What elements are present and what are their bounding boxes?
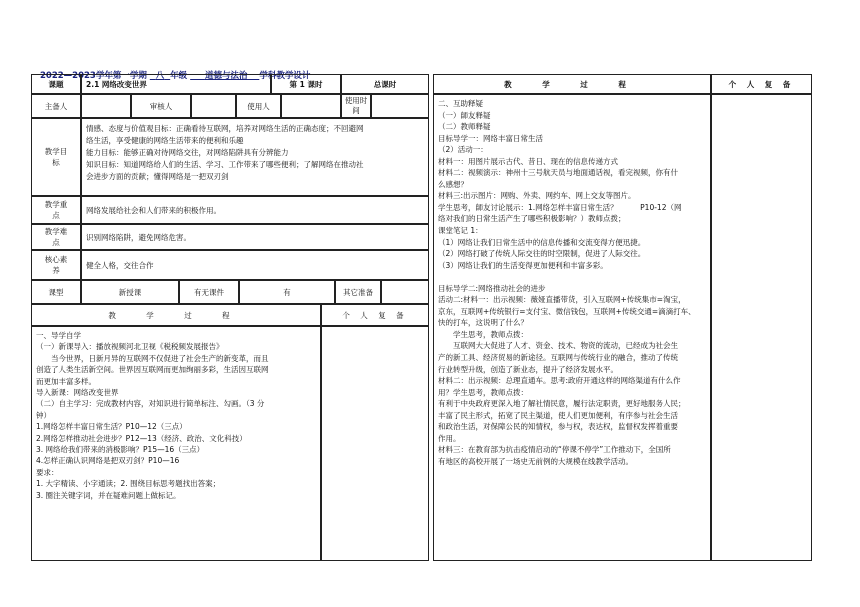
objective-line: 络生活，享受健康的网络生活带来的便利和乐趣 — [86, 136, 244, 145]
preparer-value — [81, 94, 131, 118]
process-line: 互联网大大促进了人才、资金、技术、物资的流动，已经成为社会生 — [438, 341, 678, 351]
process-line: 1. 大字精读、小字通读；2. 围绕目标思考题找出答案； — [36, 479, 221, 489]
process-line: 导入新课：网络改变世界 — [36, 388, 119, 398]
process-line: 1.网络怎样丰富日常生活？P10—12（三点） — [36, 422, 187, 432]
process-line: 材料二：出示视频：总理直通车。思考:政府开通这样的网络渠道有什么作 — [438, 376, 681, 386]
lesson-type-label: 课型 — [31, 280, 81, 304]
process-line: 而更加丰富多样。 — [36, 376, 96, 386]
process-line: 目标导学一：网络丰富日常生活 — [438, 133, 543, 143]
left-process-content — [31, 326, 321, 561]
process-line: 二、互助释疑 — [438, 99, 483, 108]
process-line: 作用。 — [438, 433, 461, 443]
right-review-header: 个 人 复 备 — [711, 74, 812, 94]
process-line: 和政治生活，对保障公民的知情权，参与权，表达权，监督权发挥着重要 — [438, 422, 678, 432]
process-line: 丰富了民主形式，拓宽了民主渠道，使人们更加便利，有序参与社会生活 — [438, 410, 678, 420]
other-prep-label: 其它准备 — [335, 280, 381, 304]
process-line: 课堂笔记 1： — [438, 226, 483, 236]
objectives-content — [81, 118, 429, 196]
process-line: 一、导学自学 — [36, 331, 81, 340]
subject-suffix: 学科教学设计 — [259, 71, 311, 81]
process-line: 4.怎样正确认识网络是把双刃剑？P10—16 — [36, 456, 180, 466]
process-line: 络对我们的日常生活产生了哪些积极影响？）教师点拨； — [438, 214, 626, 224]
right-review-content — [711, 94, 812, 561]
objective-line: 会进步方面的贡献；懂得网络是一把双刃剑 — [86, 172, 229, 181]
process-line: 京东，互联网+传统银行=支付宝、微信钱包，互联网+传统交通=滴滴打车、 — [438, 306, 696, 316]
literacy-value: 健全人格，交往合作 — [81, 250, 429, 280]
reviewer-value — [191, 94, 236, 118]
key-point-label: 教学重点 — [31, 196, 81, 224]
process-line: （二）自主学习：完成教材内容，对知识进行简单标注、勾画。（3 分 — [36, 399, 265, 409]
total-periods-label: 总课时 — [341, 74, 429, 94]
objective-line: 情感、态度与价值观目标：正确看待互联网，培养对网络生活的正确态度；不回避网 — [86, 124, 364, 133]
grade-value: 八 — [155, 71, 165, 81]
process-line: 有利于中央政府更深入地了解社情民意，履行法定职责，更好地服务人民； — [438, 399, 686, 409]
school-year: 2022—2023 — [40, 71, 96, 81]
process-line: 钟） — [36, 410, 51, 420]
process-line: 快的打车，这说明了什么？ — [438, 318, 528, 328]
process-line: （一）新课导入：播放视频河北卫视《税税频发展报告》 — [36, 342, 224, 352]
process-line: 行业转型升级，创造了新业态，提升了经济发展水平。 — [438, 364, 618, 374]
courseware-label: 有无课件 — [179, 280, 239, 304]
other-prep-value — [381, 280, 429, 304]
process-line: 用？学生思考，教师点拨： — [438, 387, 528, 397]
process-line: 材料三:出示图片：网购、外卖、网约车、网上交友等图片。 — [438, 191, 636, 201]
subject-value: 道德与法治 — [204, 71, 248, 81]
process-line: （3）网络让我们的生活变得更加便利和丰富多彩。 — [438, 260, 608, 270]
process-line: 要求： — [36, 467, 59, 477]
left-process-header: 教 学 过 程 — [31, 304, 321, 326]
process-line: 活动二:材料一：出示视频：薇娅直播带货，引入互联网+传统集市=淘宝， — [438, 295, 686, 305]
preparer-label: 主备人 — [31, 94, 81, 118]
process-line: 学生思考，師友讨论展示：1.网络怎样丰富日常生活？ P10-12（网 — [438, 202, 682, 212]
left-review-content — [321, 326, 429, 561]
use-time-value — [371, 94, 429, 118]
process-line: （1）网络让我们日常生活中的信息传播和交流变得方便迅捷。 — [438, 237, 646, 247]
process-line: 么感想？ — [438, 179, 468, 189]
grade-suffix: 年级 — [170, 71, 188, 81]
process-line: 目标导学二:网络推动社会的进步 — [438, 283, 546, 293]
process-line: 2.网络怎样推动社会进步？P12—13（经济、政治、文化科技） — [36, 433, 247, 443]
process-line: （二）教师释疑 — [438, 122, 491, 132]
difficulty-label: 教学难点 — [31, 224, 81, 250]
objective-line: 能力目标：能够正确对待网络交往，对网络陷阱具有分辨能力 — [86, 148, 289, 157]
process-line: （2）网络打破了传统人际交往的时空限制，促进了人际交往。 — [438, 249, 646, 259]
key-point-value: 网络发展给社会和人们带来的积极作用。 — [81, 196, 429, 224]
process-line: 材料二：视频演示：神州十三号航天员与地面通话视，看完视频，你有什 — [438, 168, 678, 178]
process-line: 学生思考，教师点拨： — [438, 329, 528, 339]
reviewer-label: 审核人 — [131, 94, 191, 118]
lesson-type-value: 新授课 — [81, 280, 179, 304]
process-line: （2）活动一： — [438, 145, 488, 155]
period: 第 1 课时 — [271, 74, 341, 94]
process-line: 有地区的高校开展了一场史无前例的大规模在线教学活动。 — [438, 456, 633, 466]
semester: 学年第一学期 — [95, 71, 147, 81]
process-line: 材料三：在教育部为抗击疫情启动的“停课不停学”工作推动下，全国所 — [438, 445, 671, 455]
difficulty-value: 识别网络陷阱，避免网络危害。 — [81, 224, 429, 250]
use-time-label: 使用时间 — [341, 94, 371, 118]
right-process-header: 教 学 过 程 — [433, 74, 711, 94]
topic-label: 课题 — [31, 74, 81, 94]
process-line: 创造了人类生活新空间。世界因互联网而更加绚丽多彩，生活因互联网 — [36, 365, 269, 375]
right-process-content — [433, 94, 711, 561]
user-label: 使用人 — [236, 94, 281, 118]
process-line: 当今世界，日新月异的互联网不仅促进了社会生产的新变革，而且 — [36, 353, 269, 363]
topic-value: 2.1 网络改变世界 — [81, 74, 271, 94]
process-line: 3. 圈注关键字词，并在疑难问题上做标记。 — [36, 490, 181, 500]
process-line — [438, 271, 706, 283]
left-review-header: 个 人 复 备 — [321, 304, 429, 326]
process-line: 3. 网络给我们带来的消极影响？P15—16（三点） — [36, 445, 205, 455]
literacy-label: 核心素养 — [31, 250, 81, 280]
courseware-value: 有 — [239, 280, 335, 304]
objective-line: 知识目标：知道网络给人们的生活、学习、工作带来了哪些便利；了解网络在推动社 — [86, 160, 364, 169]
user-value — [281, 94, 341, 118]
process-line: 材料一：用图片展示古代、昔日、现在的信息传递方式 — [438, 156, 618, 166]
process-line: 产的新工具、经济贸易的新途径。互联网与传统行业的融合，推动了传统 — [438, 353, 678, 363]
objectives-label: 教学目标 — [31, 118, 81, 196]
process-line: （一）師友释疑 — [438, 110, 491, 120]
